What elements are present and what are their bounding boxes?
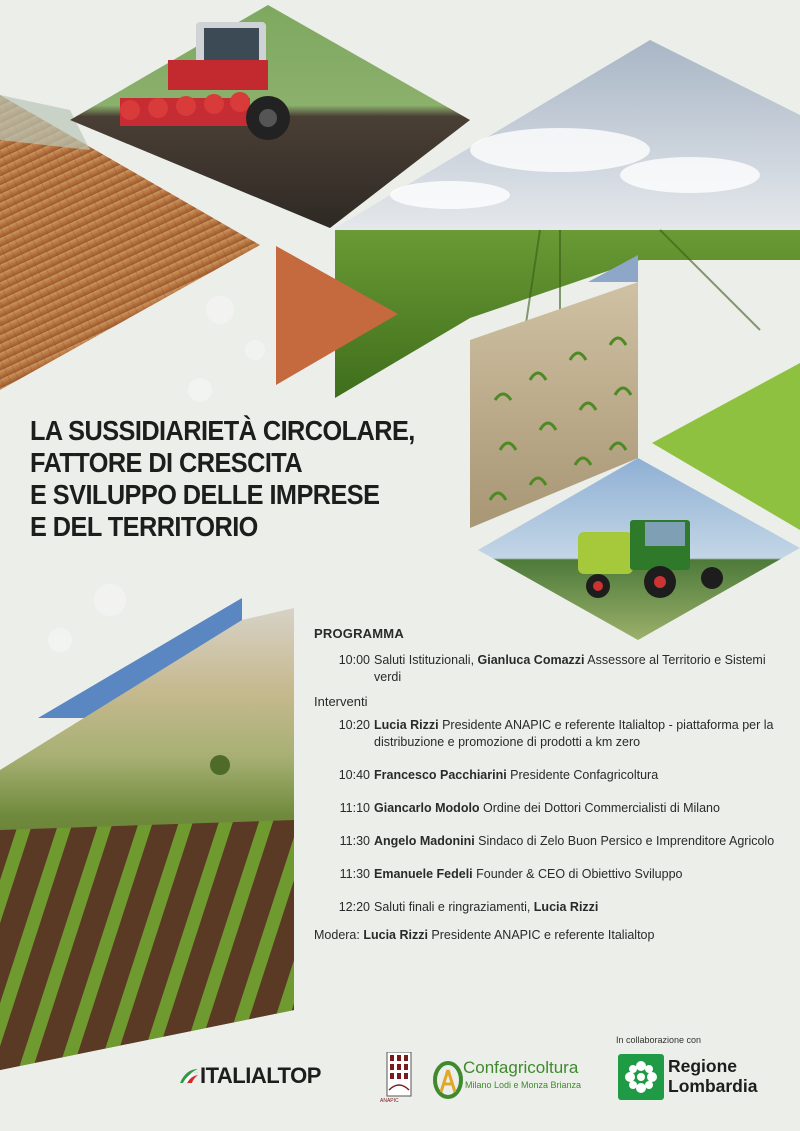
regione-lombardia-rose-icon xyxy=(618,1054,664,1100)
regione-name xyxy=(668,1056,757,1096)
program-section xyxy=(314,626,784,942)
item-speaker: Gianluca Comazzi xyxy=(477,653,585,667)
anapic-name: ANAPIC xyxy=(380,1098,399,1104)
poster-title xyxy=(30,415,435,543)
item-role: Presidente ANAPIC e referente Italialtop - piattaforma per la distribuzione e promozione di prodotti a km zero xyxy=(374,718,774,749)
title-line-4: E DEL TERRITORIO xyxy=(30,511,258,542)
program-item-opening xyxy=(314,652,784,686)
moderator-name: Lucia Rizzi xyxy=(363,928,428,942)
moderator-label: Modera: xyxy=(314,928,364,942)
interventi-label: Interventi xyxy=(314,694,368,709)
item-time: 12:20 xyxy=(338,900,370,914)
moderator-line xyxy=(314,928,784,942)
program-item-talk xyxy=(314,866,784,883)
item-desc xyxy=(374,767,784,784)
italialtop-flag-icon xyxy=(178,1067,200,1085)
title-line-1: LA SUSSIDIARIETÀ CIRCOLARE, xyxy=(30,415,415,446)
item-desc xyxy=(374,899,784,916)
program-item-talk xyxy=(314,767,784,784)
program-item-talk xyxy=(314,833,784,850)
item-time: 10:00 xyxy=(338,653,370,667)
item-speaker: Francesco Pacchiarini xyxy=(374,768,507,782)
item-desc xyxy=(374,833,784,850)
item-speaker: Emanuele Fedeli xyxy=(374,867,473,881)
moderator-role: Presidente ANAPIC e referente Italialtop xyxy=(427,928,655,942)
item-desc xyxy=(374,652,784,686)
regione-lombardia-logo xyxy=(618,1054,788,1104)
regione-line-2: Lombardia xyxy=(668,1076,758,1096)
item-role: Founder & CEO di Obiettivo Sviluppo xyxy=(472,867,683,881)
title-line-2: FATTORE DI CRESCITA xyxy=(30,447,303,478)
item-role: Sindaco di Zelo Buon Persico e Imprenditore Agricolo xyxy=(474,834,775,848)
confagricoltura-logo xyxy=(433,1058,603,1102)
confagricoltura-a-icon xyxy=(433,1058,463,1102)
item-speaker: Lucia Rizzi xyxy=(374,718,439,732)
item-speaker: Angelo Madonini xyxy=(374,834,475,848)
item-desc xyxy=(374,866,784,883)
item-desc xyxy=(374,800,784,817)
item-desc xyxy=(374,717,784,751)
item-role: Presidente Confagricoltura xyxy=(506,768,659,782)
italialtop-logo xyxy=(178,1063,321,1089)
confagricoltura-name: Confagricoltura xyxy=(463,1058,579,1077)
item-time: 11:30 xyxy=(339,834,370,848)
item-text-before: Saluti Istituzionali, xyxy=(374,653,478,667)
confagricoltura-sub: Milano Lodi e Monza Brianza xyxy=(465,1080,582,1090)
item-text-before: Saluti finali e ringraziamenti, xyxy=(374,900,534,914)
program-item-talk xyxy=(314,717,784,751)
item-time: 10:20 xyxy=(338,718,370,732)
program-item-closing xyxy=(314,899,784,916)
program-heading: PROGRAMMA xyxy=(314,626,404,641)
program-item-talk xyxy=(314,800,784,817)
collaboration-label: In collaborazione con xyxy=(616,1035,702,1045)
anapic-building-icon xyxy=(385,1052,413,1100)
italialtop-name: ITALIALTOP xyxy=(200,1063,321,1088)
item-time: 11:10 xyxy=(339,801,370,815)
item-time: 11:30 xyxy=(339,867,370,881)
item-speaker: Giancarlo Modolo xyxy=(374,801,480,815)
item-text-after: Assessore al Territorio e Sistemi verdi xyxy=(374,653,766,684)
title-line-3: E SVILUPPO DELLE IMPRESE xyxy=(30,479,380,510)
item-time: 10:40 xyxy=(338,768,370,782)
item-speaker: Lucia Rizzi xyxy=(533,900,599,914)
item-role: Ordine dei Dottori Commercialisti di Milano xyxy=(479,801,720,815)
regione-line-1: Regione xyxy=(668,1056,738,1076)
